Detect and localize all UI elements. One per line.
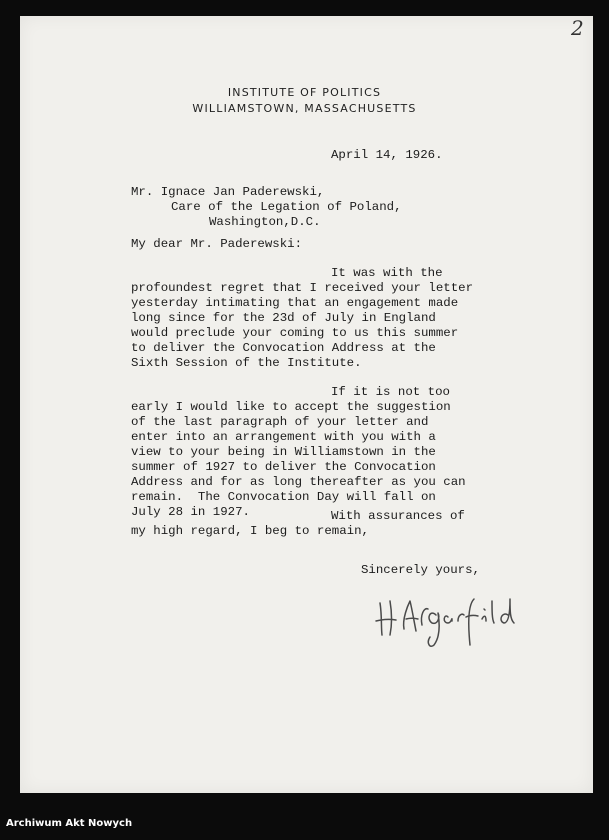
paragraph-1-line: would preclude your coming to us this summer — [131, 326, 459, 340]
letterhead-line-1: INSTITUTE OF POLITICS — [227, 86, 382, 99]
footer-bar — [0, 814, 609, 840]
paragraph-1-line: It was with the — [331, 266, 443, 280]
paragraph-3-line: my high regard, I beg to remain, — [131, 524, 369, 538]
letterhead-line-2: WILLIAMSTOWN, MASSACHUSETTS — [192, 102, 417, 115]
paragraph-2-line: early I would like to accept the suggestion — [131, 400, 451, 414]
paragraph-2-line: of the last paragraph of your letter and — [131, 415, 429, 429]
paragraph-1-line: long since for the 23d of July in England — [131, 311, 436, 325]
closing: Sincerely yours, — [361, 563, 480, 577]
paragraph-2-line: view to your being in Williamstown in the — [131, 445, 436, 459]
letter-date: April 14, 1926. — [331, 148, 443, 162]
paragraph-1-line: Sixth Session of the Institute. — [131, 356, 362, 370]
paragraph-1-line: profoundest regret that I received your letter — [131, 281, 474, 295]
address-line-2: Care of the Legation of Poland, — [171, 200, 402, 214]
paragraph-1-line: to deliver the Convocation Address at the — [131, 341, 436, 355]
archive-caption: Archiwum Akt Nowych — [6, 818, 133, 829]
address-line-3: Washington,D.C. — [209, 215, 321, 229]
address-line-1: Mr. Ignace Jan Paderewski, — [131, 185, 325, 199]
paragraph-2-line: remain. The Convocation Day will fall on — [131, 490, 436, 504]
page-number: 2 — [571, 16, 584, 40]
paragraph-3-line: With assurances of — [331, 509, 465, 523]
signature-image — [370, 585, 520, 649]
salutation: My dear Mr. Paderewski: — [131, 237, 303, 251]
paragraph-2-line: July 28 in 1927. — [131, 505, 250, 519]
paragraph-2-line: Address and for as long thereafter as you can — [131, 475, 466, 489]
paragraph-2-line: If it is not too — [331, 385, 450, 399]
paragraph-2-line: summer of 1927 to deliver the Convocation — [131, 460, 436, 474]
paragraph-1-line: yesterday intimating that an engagement made — [131, 296, 459, 310]
paragraph-2-line: enter into an arrangement with you with a — [131, 430, 436, 444]
